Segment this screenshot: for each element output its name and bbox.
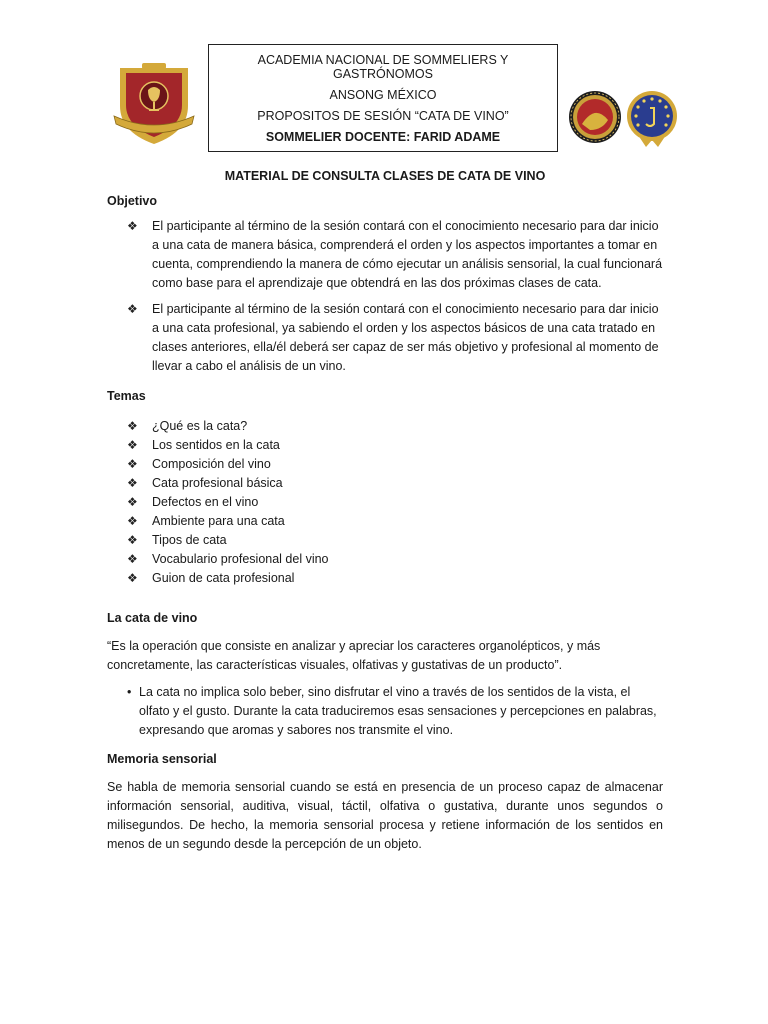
diamond-bullet-icon: ❖ [127,419,138,433]
tema-item-text: Vocabulario profesional del vino [152,552,329,566]
header-session-purpose: PROPOSITOS DE SESIÓN “CATA DE VINO” [257,108,509,123]
header-country: ANSONG MÉXICO [329,87,437,102]
list-item [107,217,663,293]
tema-item-text: ¿Qué es la cata? [152,419,248,433]
cata-definition-quote: “Es la operación que consiste en analizar y apreciar los caracteres organolépticos, y más concretamente, las características visuales, olfativas y gustativas de un producto”. [107,639,601,672]
temas-list [107,417,663,588]
cata-section [107,609,663,740]
list-item [107,436,663,455]
tema-item-text: Los sentidos en la cata [152,438,280,452]
cata-heading: La cata de vino [107,611,198,625]
list-item [107,300,663,376]
list-item [107,474,663,493]
cata-bullet-list [107,683,663,740]
memoria-section [107,750,663,854]
list-item [107,683,663,740]
header-teacher: SOMMELIER DOCENTE: FARID ADAME [265,129,501,144]
temas-section [107,387,663,588]
tema-item-text: Defectos en el vino [152,495,259,509]
stars-seal-logo [626,90,678,148]
diamond-bullet-icon: ❖ [127,302,138,316]
list-item [107,531,663,550]
objetivo-heading: Objetivo [107,194,158,208]
tema-item-text: Composición del vino [152,457,271,471]
memoria-heading: Memoria sensorial [107,752,217,766]
header-academy-name: ACADEMIA NACIONAL DE SOMMELIERS Y GASTRÓNOMOS [257,52,509,81]
diamond-bullet-icon: ❖ [127,552,138,566]
objetivo-section [107,192,663,376]
tema-item-text: Cata profesional básica [152,476,283,490]
list-item [107,512,663,531]
temas-heading: Temas [107,389,146,403]
list-item [107,550,663,569]
document-title: MATERIAL DE CONSULTA CLASES DE CATA DE VINO [224,169,546,183]
list-item [107,493,663,512]
diamond-bullet-icon: ❖ [127,495,138,509]
tema-item-text: Guion de cata profesional [152,571,295,585]
diamond-bullet-icon: ❖ [127,438,138,452]
diamond-bullet-icon: ❖ [127,476,138,490]
objetivo-item-text: El participante al término de la sesión contará con el conocimiento necesario para dar inicio a una cata profesional, ya sabiendo el orden y los aspectos básicos de una cata tratado en clases anteriores, ella/él deberá ser capaz de ser más objetivo y profesional al momento de llevar a cabo el análisis de un vino. [152,302,659,373]
diamond-bullet-icon: ❖ [127,514,138,528]
diamond-bullet-icon: ❖ [127,219,138,233]
list-item [107,455,663,474]
dot-bullet-icon: • [127,685,132,699]
list-item [107,417,663,436]
tema-item-text: Tipos de cata [152,533,227,547]
round-emblem-logo [568,90,622,144]
diamond-bullet-icon: ❖ [127,571,138,585]
cata-bullet-text: La cata no implica solo beber, sino disfrutar el vino a través de los sentidos de la vista, el olfato y el gusto. Durante la cata traduciremos esas sensaciones y percepciones en palabras, expresando que aromas y sabores nos transmite el vino. [139,685,657,737]
list-item [107,569,663,588]
header-box [208,44,558,152]
objetivo-list [107,217,663,376]
memoria-paragraph: Se habla de memoria sensorial cuando se está en presencia de un proceso capaz de almacenar información sensorial, auditiva, visual, táctil, olfativa o gustativa, durante unos segundos o milisegundos. De hecho, la memoria sensorial procesa y retiene información de los sentidos en menos de un segundo desde la percepción de un objeto. [107,780,663,851]
objetivo-item-text: El participante al término de la sesión contará con el conocimiento necesario para dar inicio a una cata de manera básica, comprenderá el orden y los aspectos importantes a tomar en cuenta, comprendiendo la manera de cómo ejecutar un análisis sensorial, la cual funcionará como base para el aprendizaje que obtendrá en las dos próximas clases de cata. [152,219,663,290]
diamond-bullet-icon: ❖ [127,457,138,471]
diamond-bullet-icon: ❖ [127,533,138,547]
academia-shield-logo [110,60,198,146]
tema-item-text: Ambiente para una cata [152,514,285,528]
document-content [107,165,663,854]
